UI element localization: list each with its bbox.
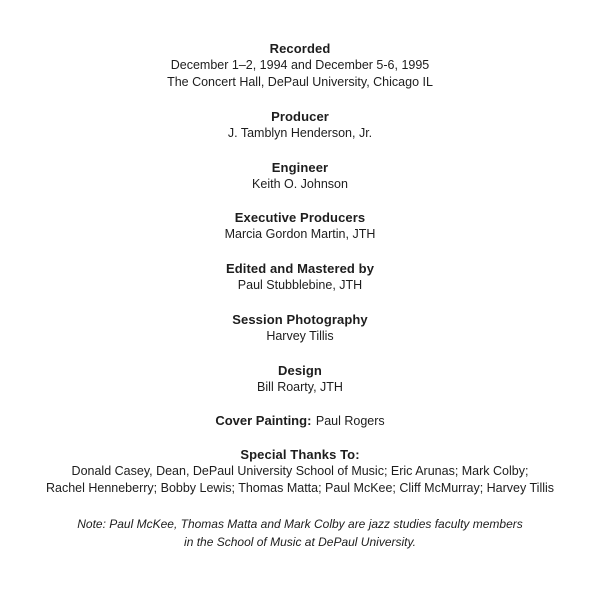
note-line-1: Note: Paul McKee, Thomas Matta and Mark Colby are jazz studies faculty members [77, 517, 523, 531]
note-section [0, 515, 600, 551]
cover-painting-section [0, 412, 600, 430]
recorded-venue: The Concert Hall, DePaul University, Chicago IL [167, 75, 433, 89]
executive-producers-section [0, 209, 600, 243]
edited-mastered-heading: Edited and Mastered by [225, 261, 375, 276]
session-photography-name: Harvey Tillis [266, 329, 334, 343]
cover-painting-name: Paul Rogers [315, 414, 385, 428]
executive-producers-heading: Executive Producers [234, 210, 366, 225]
engineer-section [0, 159, 600, 193]
recorded-dates: December 1–2, 1994 and December 5-6, 1995 [170, 58, 430, 72]
design-heading: Design [278, 363, 322, 378]
session-photography-heading: Session Photography [232, 312, 368, 327]
producer-section [0, 108, 600, 142]
special-thanks-line-2: Rachel Henneberry; Bobby Lewis; Thomas Matta; Paul McKee; Cliff McMurray; Harvey Tillis [45, 481, 555, 495]
note-line-2: in the School of Music at DePaul University. [184, 535, 416, 549]
design-section [0, 362, 600, 396]
recorded-section [0, 40, 600, 91]
design-names: Bill Roarty, JTH [257, 380, 343, 394]
cover-painting-heading: Cover Painting: [215, 413, 312, 428]
producer-heading: Producer [271, 109, 329, 124]
special-thanks-section [0, 446, 600, 497]
recorded-heading: Recorded [269, 41, 331, 56]
executive-producers-names: Marcia Gordon Martin, JTH [224, 227, 376, 241]
edited-mastered-section [0, 260, 600, 294]
special-thanks-heading: Special Thanks To: [240, 447, 360, 462]
engineer-name: Keith O. Johnson [252, 177, 348, 191]
session-photography-section [0, 311, 600, 345]
producer-name: J. Tamblyn Henderson, Jr. [227, 126, 373, 140]
special-thanks-line-1: Donald Casey, Dean, DePaul University School of Music; Eric Arunas; Mark Colby; [71, 464, 529, 478]
engineer-heading: Engineer [271, 160, 329, 175]
edited-mastered-names: Paul Stubblebine, JTH [237, 278, 363, 292]
